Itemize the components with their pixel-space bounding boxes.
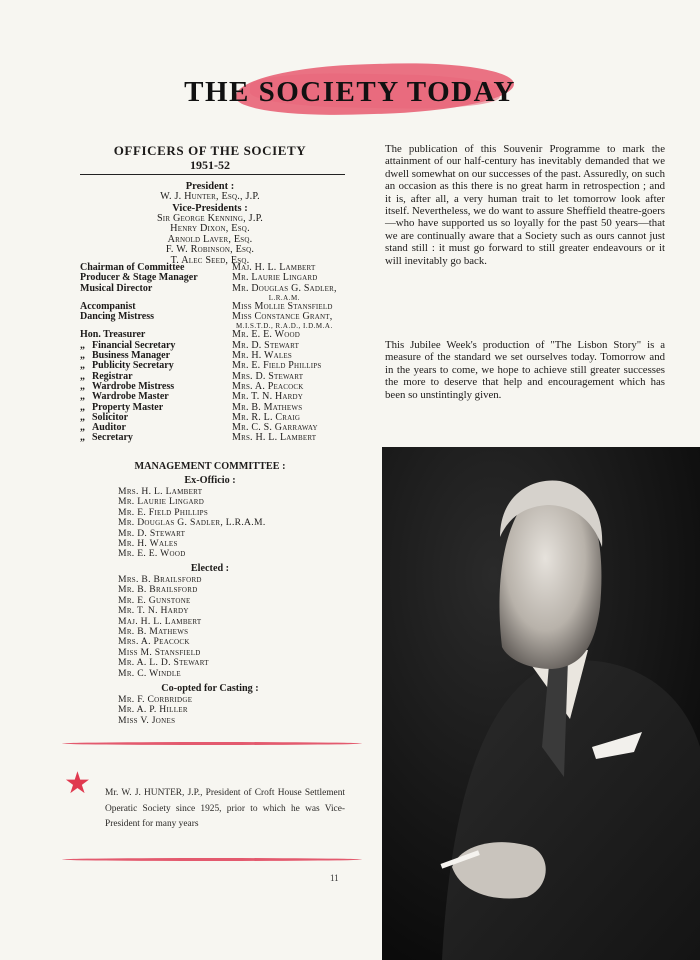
page-title: THE SOCIETY TODAY xyxy=(184,76,516,108)
portrait-photo xyxy=(382,447,700,960)
role-text: Wardrobe Mistress xyxy=(92,380,175,392)
holder-name: Mr. Douglas G. Sadler, xyxy=(232,282,337,294)
holder-name: Mrs. A. Peacock xyxy=(232,380,304,392)
committee-member: Mrs. B. Brailsford xyxy=(118,574,202,585)
vice-president: F. W. Robinson, Esq. xyxy=(165,244,255,255)
holder-name: Mr. D. Stewart xyxy=(232,339,300,351)
committee-member: Mr. B. Brailsford xyxy=(118,584,198,596)
elected-label: Elected : xyxy=(190,563,230,574)
pink-divider-bottom xyxy=(62,858,362,861)
holder-qualifications: M.I.S.T.D., R.A.D., I.D.M.A. xyxy=(235,322,333,331)
committee-member: Mr. T. N. Hardy xyxy=(118,605,189,617)
officer-role-row xyxy=(80,312,337,330)
officers-heading: OFFICERS OF THE SOCIETY xyxy=(113,143,307,158)
committee-member: Mr. C. Windle xyxy=(118,667,181,679)
holder-name: Mrs. D. Stewart xyxy=(232,370,304,382)
committee-member: Miss V. Jones xyxy=(118,714,176,726)
role-text: Producer & Stage Manager xyxy=(80,272,198,284)
officer-role-label xyxy=(80,284,232,302)
holder-name: Mr. H. Wales xyxy=(232,350,292,362)
elected-list xyxy=(118,575,209,679)
portrait-illustration xyxy=(382,447,700,960)
holder-name: Mr. T. N. Hardy xyxy=(232,391,304,403)
holder-name: Mr. E. Field Phillips xyxy=(232,360,322,372)
vice-president: Arnold Laver, Esq. xyxy=(167,233,253,245)
star-icon: ★ xyxy=(64,767,91,800)
ex-officio-list xyxy=(118,487,266,560)
role-text: Business Manager xyxy=(92,350,171,362)
role-text: Solicitor xyxy=(92,411,129,423)
committee-member: Mr. E. Field Phillips xyxy=(118,506,209,518)
holder-name: Mrs. H. L. Lambert xyxy=(232,432,317,444)
officer-role-row xyxy=(80,433,337,443)
officers-rule xyxy=(80,174,345,175)
pink-divider-top xyxy=(62,742,362,745)
holder-name: Maj. H. L. Lambert xyxy=(232,262,316,273)
management-committee-heading: MANAGEMENT COMMITTEE : xyxy=(134,461,286,472)
jubilee-paragraph: This Jubilee Week's production of "The Lisbon Story" is a measure of the standard we set ourselves today. Tomorrow and in the years to come, we hope to achieve still greater successes the more to deserve that help and encouragement which has been so unstintingly given. xyxy=(385,339,665,401)
ditto-mark: „ xyxy=(80,401,85,413)
committee-member: Miss M. Stansfield xyxy=(118,646,201,658)
role-text: Secretary xyxy=(92,432,133,444)
committee-member: Mrs. A. Peacock xyxy=(118,636,190,648)
officers-year: 1951-52 xyxy=(190,158,230,172)
vice-president: Henry Dixon, Esq. xyxy=(170,223,250,234)
ditto-mark: „ xyxy=(80,411,85,423)
ditto-mark: „ xyxy=(80,422,85,434)
ditto-mark: „ xyxy=(80,360,85,372)
committee-member: Mr. H. Wales xyxy=(118,538,178,550)
photo-caption: Mr. W. J. HUNTER, J.P., President of Croft House Settlement Operatic Society since 1925, prior to which he was Vice-President for many years xyxy=(105,788,345,829)
role-text: Wardrobe Master xyxy=(92,391,169,403)
vice-president: T. Alec Seed, Esq. xyxy=(170,254,250,266)
president-name: W. J. Hunter, Esq., J.P. xyxy=(160,191,260,202)
officer-holder xyxy=(232,433,337,443)
role-text: Musical Director xyxy=(80,282,153,294)
holder-name: Mr. Laurie Lingard xyxy=(232,272,318,284)
coopted-list xyxy=(118,695,192,726)
committee-member: Mr. F. Corbridge xyxy=(118,694,193,705)
ditto-mark: „ xyxy=(80,432,85,444)
committee-member: Mr. D. Stewart xyxy=(118,527,186,539)
holder-name: Mr. R. L. Craig xyxy=(232,411,301,423)
role-text: Auditor xyxy=(92,422,126,434)
committee-member: Mrs. H. L. Lambert xyxy=(118,486,203,497)
committee-member: Mr. E. E. Wood xyxy=(118,548,186,560)
role-text: Financial Secretary xyxy=(92,339,176,351)
officer-role-label xyxy=(80,433,232,443)
committee-member: Mr. Douglas G. Sadler, L.R.A.M. xyxy=(118,517,266,529)
officer-holder xyxy=(232,284,337,302)
role-text: Chairman of Committee xyxy=(80,262,185,273)
role-text: Registrar xyxy=(92,370,133,382)
committee-member: Mr. B. Mathews xyxy=(118,626,189,638)
role-text: Accompanist xyxy=(80,300,136,312)
vice-presidents-label: Vice-Presidents : xyxy=(172,202,248,214)
ditto-mark: „ xyxy=(80,339,85,351)
role-text: Dancing Mistress xyxy=(80,311,154,323)
role-text: Publicity Secretary xyxy=(92,360,174,372)
vice-president: Sir George Kenning, J.P. xyxy=(156,212,264,224)
holder-name: Mr. C. S. Garraway xyxy=(232,422,318,434)
officer-holder xyxy=(232,312,337,330)
officer-role-row xyxy=(80,284,337,302)
role-text: Hon. Treasurer xyxy=(80,329,146,341)
holder-name: Miss Constance Grant, xyxy=(232,311,333,323)
coopted-label: Co-opted for Casting : xyxy=(161,683,259,694)
officer-roles-table xyxy=(80,263,337,444)
president-label: President : xyxy=(185,181,235,192)
ditto-mark: „ xyxy=(80,380,85,392)
holder-name: Miss Mollie Stansfield xyxy=(232,300,333,312)
committee-member: Mr. A. L. D. Stewart xyxy=(118,657,209,669)
holder-qualifications: L.R.A.M. xyxy=(268,293,300,302)
ex-officio-label: Ex-Officio : xyxy=(184,475,236,486)
committee-member: Mr. Laurie Lingard xyxy=(118,496,205,508)
ditto-mark: „ xyxy=(80,391,85,403)
committee-member: Mr. E. Gunstone xyxy=(118,594,191,606)
officer-role-label xyxy=(80,312,232,330)
intro-paragraph: The publication of this Souvenir Programme to mark the attainment of our half-century has inevitably demanded that we dwell somewhat on our successes of the past. Assuredly, on such an occasion as this there is no great harm in retrospection ; and it is, after all, a very human trait to let tomorrow look after itself. Nevertheless, we do want to assure Sheffield theatre-goers—who have supported us so loyally for the past 50 years—that we are continually aware that a Society such as ours cannot just stand still : it must go forward to still greater endeavours or it will inevitably go back. xyxy=(385,143,665,267)
page-number: 11 xyxy=(330,873,339,883)
ditto-mark: „ xyxy=(80,350,85,362)
role-text: Property Master xyxy=(92,401,164,413)
committee-member: Maj. H. L. Lambert xyxy=(118,615,202,627)
holder-name: Mr. B. Mathews xyxy=(232,401,303,413)
ditto-mark: „ xyxy=(80,370,85,382)
committee-member: Mr. A. P. Hiller xyxy=(118,704,188,716)
president-block xyxy=(95,181,325,266)
holder-name: Mr. E. E. Wood xyxy=(232,329,301,341)
